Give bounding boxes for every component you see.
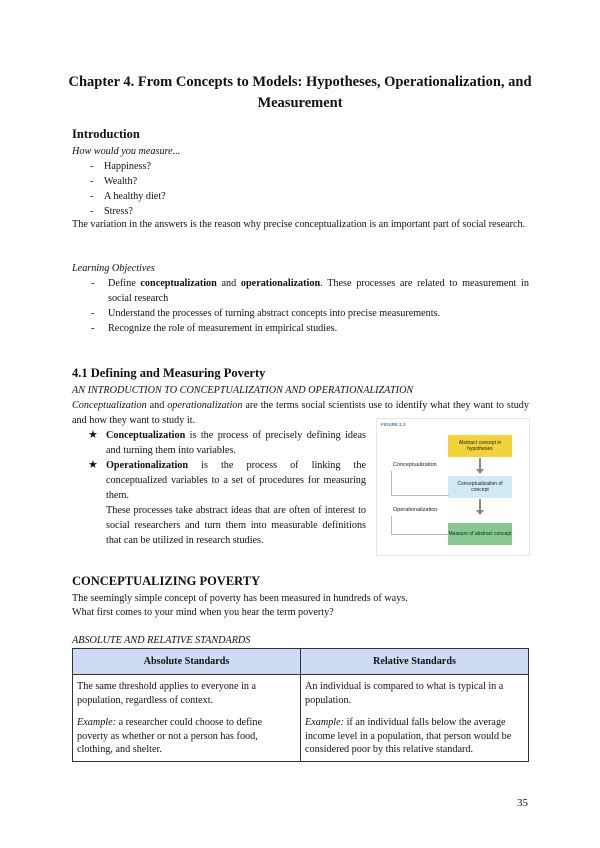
figure-side-label: Operationalization [393,507,438,513]
section-heading: 4.1 Defining and Measuring Poverty [72,366,266,380]
star-bullet-icon: ★ [88,458,98,471]
term: operationalization [167,400,243,411]
objective-term: conceptualization [140,278,217,289]
absolute-cell [73,675,301,762]
definition-text: is the process of precisely defining ideas and turning them into variables. [106,430,366,456]
list-item: - Happiness? [72,159,529,174]
figure-label: FIGURE 2.3 [381,422,406,427]
relative-example [305,716,523,757]
arrow-down-icon [476,510,484,515]
paragraph-text: are the terms social scientists use to identify what they want to study and how they want to study it. [72,400,529,426]
definition-list [72,428,366,548]
objectives-heading: Learning Objectives [72,263,155,274]
figure-box-conceptualization: Conceptualization of concept [448,476,512,498]
objectives-list [72,276,529,336]
objective-text: and [216,278,241,289]
intro-closing: The variation in the answers is the reason why precise conceptualization is an important part of social research. [72,219,526,230]
example-label: Example: [77,717,117,728]
intro-prompt: How would you measure... [72,146,181,157]
poverty-line: What first comes to your mind when you hear the term poverty? [72,607,334,618]
list-item: - A healthy diet? [72,189,529,204]
column-header-absolute: Absolute Standards [73,649,301,675]
objective-text: Define [108,278,141,289]
example-text: if an individual falls below the average income level in a population, that person would be considered poor by this relative standard. [305,717,512,755]
table-header-row [73,649,529,675]
star-bullet-icon: ★ [88,428,98,441]
concept-flow-figure [376,418,530,556]
page-number: 35 [517,797,528,809]
paragraph-text: and [146,400,168,411]
poverty-line: The seemingly simple concept of poverty has been measured in hundreds of ways. [72,593,408,604]
list-item: - Stress? [72,204,529,219]
absolute-example [77,716,295,757]
definition-item [72,458,366,503]
chapter-title: Chapter 4. From Concepts to Models: Hypotheses, Operationalization, and Measurement [68,74,532,111]
intro-heading: Introduction [72,127,140,141]
table-row [73,675,529,762]
objective-term: operationalization [240,278,321,289]
standards-heading: ABSOLUTE AND RELATIVE STANDARDS [72,635,251,646]
definition-term: Operationalization [106,460,189,471]
section-subheading: AN INTRODUCTION TO CONCEPTUALIZATION AND OPERATIONALIZATION [72,385,414,396]
objective-item [72,276,529,306]
figure-box-abstract-concept: Abstract concept in hypotheses [448,435,512,457]
term: Conceptualization [72,400,147,411]
definition-term: Conceptualization [106,430,186,441]
column-header-relative: Relative Standards [301,649,529,675]
definition-followup: These processes take abstract ideas that are often of interest to social researchers and turn them into measurable definitions that can be utilized in research studies. [106,505,366,546]
definition-text: is the process of linking the conceptualized variables to a set of procedures for measuring them. [106,460,366,501]
intro-list [72,159,529,219]
definition-item [72,428,366,458]
arrow-down-icon [476,469,484,474]
poverty-heading: CONCEPTUALIZING POVERTY [72,574,261,588]
objective-text: . These processes are related to measurement in social research [108,278,529,304]
relative-description: An individual is compared to what is typical in a population. [305,681,504,706]
figure-bracket [391,471,449,496]
standards-table [72,648,529,762]
objective-item: - Recognize the role of measurement in empirical studies. [72,321,529,336]
example-text: a researcher could choose to define poverty as whether or not a person has food, clothing, and shelter. [77,717,262,755]
objective-item: - Understand the processes of turning abstract concepts into precise measurements. [72,306,529,321]
absolute-description: The same threshold applies to everyone in a population, regardless of context. [77,681,257,706]
example-label: Example: [305,717,345,728]
figure-box-measure: Measure of abstract concept [448,523,512,545]
figure-side-label: Conceptualization [393,462,437,468]
relative-cell [301,675,529,762]
list-item: - Wealth? [72,174,529,189]
figure-bracket [391,516,449,535]
